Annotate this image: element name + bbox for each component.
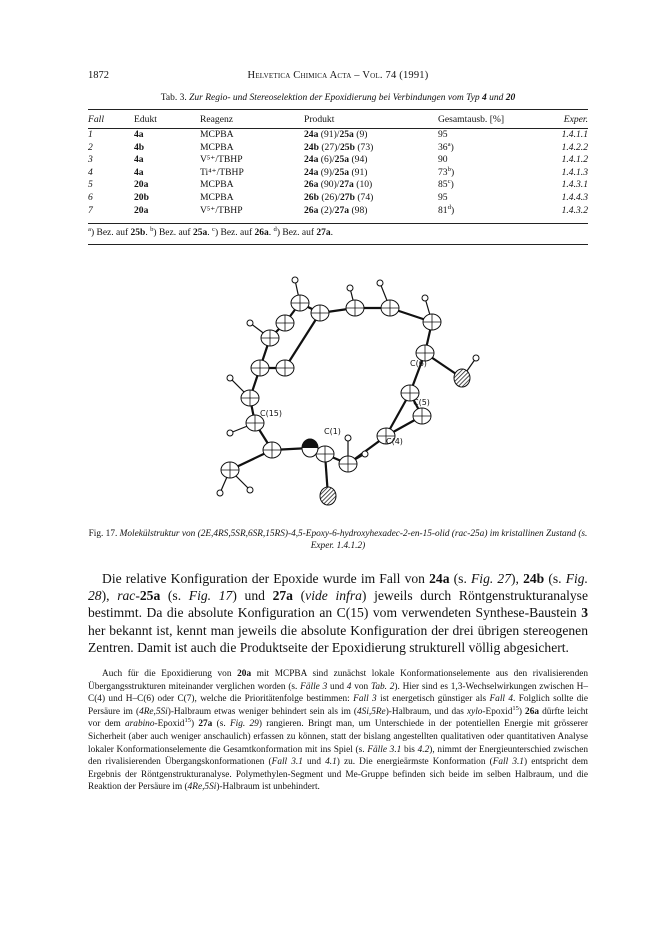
table-caption [88,92,588,104]
paren: ) [450,141,454,153]
cell-edukt: 4a [134,129,144,140]
cell-yield: 90 [438,154,448,166]
col-produkt: Produkt [304,110,438,129]
carbon-atom [261,330,279,346]
cell-reagenz: MCPBA [200,141,234,153]
cell-exper: 1.4.1.1 [561,129,588,140]
table-caption-ref1: 4 [481,93,487,103]
figure-caption [88,528,588,552]
body-paragraph-1: Die relative Konfiguration der Epoxide wurde im Fall von 24a (s. Fig. 27), 24b (s. Fig. 28), rac-25a (s. Fig. 17) und 27a (vide infra) jeweils durch Röntgenstrukturanalyse bestimmt. Da die absolute Konfiguration an C(15) vom verwendeten Synthese-Baustein 3 her bekannt ist, kennt man jeweils die absolute Konfiguration der drei übrigen stereogenen Zentren. Damit ist auch die Produktseite der Epoxidierung strukturell völlig abgesichert. [88,571,589,655]
cell-produkt: 24a (6)/25a (94) [304,154,368,166]
cell-reagenz: MCPBA [200,179,234,191]
cell-edukt: 4b [134,141,145,153]
hydrogen-atom [362,451,368,457]
cell-yield: 73$^b$) [438,165,455,178]
table-caption-ref2: 20 [505,93,516,103]
table-row [88,142,588,155]
carbon-atom [381,300,399,316]
carbon-atom [276,360,294,376]
table-footnote-rule [88,223,588,224]
table-row [88,154,588,167]
paren: ) [450,179,454,191]
cell-yield: 95 [438,129,448,140]
table-caption-lead: Tab. 3. [160,93,187,103]
cell-exper: 1.4.1.3 [561,166,588,178]
label-c6: C(6) [410,359,427,368]
cell-fall: 5 [88,179,93,191]
paren: ) [450,204,455,216]
hydrogen-atom [227,375,233,381]
hydrogen-atom [247,487,253,493]
table-row [88,192,588,205]
cell-yield: 85$^c$) [438,178,454,191]
body-paragraph-2: Auch für die Epoxidierung von 20a mit MCPBA sind zunächst lokale Konformationselemente aus den rivalisierenden Übergangsstrukturen miteinander verglichen worden (s. Fälle 3 und 4 von Tab. 2). Hier sind es 1,3-Wechselwirkungen zwischen H–C(4) und H–C(6) oder C(7), welche die Prioritätenfolge bestimmen: Fall 3 ist energetisch günstiger als Fall 4. Folglich sollte die Persäure im (4Re,5Si)-Halbraum etwas weniger behindert sein als im (4Si,5Re)-Halbraum, und das xylo-Epoxid$^{15}$) 26a dürfte leicht vor dem arabino-Epoxid$^{15}$) 27a (s. Fig. 29) rangieren. Bringt man, um Unterschiede in der potentiellen Energie mit grösserer Sicherheit (aber auch weniger anschaulich) erfassen zu können, statt der bislang angestellten qualitativen oder quantitativen Analyse lokaler Konformationselemente die Gesamtkonformation mit ins Spiel (s. Fälle 3.1 bis 4.2), nimmt der Energieunterschied zwischen den rivalisierenden Übergangskonformationen (Fall 3.1 und 4.1) zu. Die energieärmste Konformation (Fall 3.1) entspricht dem Ergebnis der Röntgenstrukturanalyse. Polymethylen-Segment und Me-Gruppe befinden sich beide im selben Halbraum, und die Reaktion der Persäure im (4Re,5Si)-Halbraum ist unbehindert. [88,669,589,793]
hydrogen-atom [347,285,353,291]
label-c4: C(4) [386,437,403,446]
cell-exper: 1.4.4.3 [561,191,588,203]
molecular-structure-figure [200,258,480,514]
cell-reagenz: V⁵⁺/TBHP [200,204,243,216]
carbon-atom [221,462,239,478]
carbon-atom [291,295,309,311]
table-row [88,167,588,180]
footnote-c: $^c$) Bez. auf 26a. [211,225,274,238]
carbon-atom [339,456,357,472]
hydrogen-atom [292,277,298,283]
hydrogen-atom [377,280,383,286]
cell-fall: 6 [88,191,93,203]
cell-fall: 3 [88,154,93,166]
col-exper: Exper. [538,110,588,129]
figure-caption-lead: Fig. 17. [88,529,118,539]
carbon-atom [263,442,281,458]
cell-edukt: 4a [134,166,144,178]
oxygen-atom [302,439,318,457]
oxygen-atom [454,369,470,387]
carbon-atom [311,305,329,321]
cell-yield: 95 [438,191,448,203]
table-row [88,129,588,142]
hydrogen-atom [345,435,351,441]
cell-exper: 1.4.1.2 [561,154,588,166]
label-c1: C(1) [324,427,341,436]
cell-exper: 1.4.3.2 [561,204,588,216]
cell-reagenz: MCPBA [200,191,234,203]
cell-edukt: 20b [134,191,149,203]
hydrogen-atom [247,320,253,326]
table-header-row [88,110,588,129]
hydrogen-atom [217,490,223,496]
hydrogen-atom [227,430,233,436]
cell-produkt: 24a (91)/25a (9) [304,129,368,140]
cell-exper: 1.4.3.1 [561,179,588,191]
carbon-atom [316,446,334,462]
carbon-atom [251,360,269,376]
label-c5: C(5) [413,398,430,407]
table-row [88,179,588,192]
col-reagenz: Reagenz [200,110,304,129]
col-fall: Fall [88,110,134,129]
footnote-d: $^d$) Bez. auf 27a. [273,225,334,238]
journal-title: Helvetica Chimica Acta – Vol. 74 (1991) [247,70,429,81]
cell-exper: 1.4.2.2 [561,141,588,153]
cell-fall: 7 [88,204,93,216]
hydrogen-atom [473,355,479,361]
results-table [88,109,588,219]
cell-produkt: 26a (90)/27a (10) [304,179,373,191]
paren: ) [450,166,455,178]
page-number: 1872 [88,70,109,81]
cell-edukt: 20a [134,179,149,191]
carbon-atom [241,390,259,406]
oxygen-atom [320,487,336,505]
cell-edukt: 20a [134,204,149,216]
carbon-atom [423,314,441,330]
cell-produkt: 26a (2)/27a (98) [304,204,368,216]
atoms [217,277,479,505]
cell-produkt: 26b (26)/27b (74) [304,191,374,203]
cell-fall: 4 [88,166,93,178]
footnote-b: $^b$) Bez. auf 25a. [150,225,212,238]
cell-reagenz: MCPBA [200,129,234,140]
cell-yield: 36$^a$) [438,140,454,153]
cell-fall: 2 [88,141,93,153]
figure-caption-text: Molekülstruktur von (2E,4RS,5SR,6SR,15RS)-4,5-Epoxy-6-hydroxyhexadec-2-en-15-olid (rac-25a) im kristallinen Zustand (s. Exper. 1.4.1.2) [119,529,588,551]
cell-produkt: 24a (9)/25a (91) [304,166,368,178]
table-end-rule [88,244,588,245]
footnote-a: $^a$) Bez. auf 25b. [88,225,151,238]
table-row [88,205,588,220]
cell-yield: 81$^d$) [438,203,455,216]
cell-produkt: 24b (27)/25b (73) [304,141,374,153]
carbon-atom [346,300,364,316]
cell-reagenz: V⁵⁺/TBHP [200,154,243,166]
col-yield: Gesamtausb. [%] [438,110,538,129]
carbon-atom [413,408,431,424]
table-caption-und: und [489,93,504,103]
hydrogen-atom [422,295,428,301]
cell-reagenz: Ti⁴⁺/TBHP [200,166,244,178]
cell-fall: 1 [88,129,93,140]
label-c15: C(15) [260,409,283,418]
cell-edukt: 4a [134,154,144,166]
col-edukt: Edukt [134,110,200,129]
table-footnotes [88,225,588,238]
carbon-atom [276,315,294,331]
table-caption-text: Zur Regio- und Stereoselektion der Epoxidierung bei Verbindungen vom Typ [189,93,480,103]
